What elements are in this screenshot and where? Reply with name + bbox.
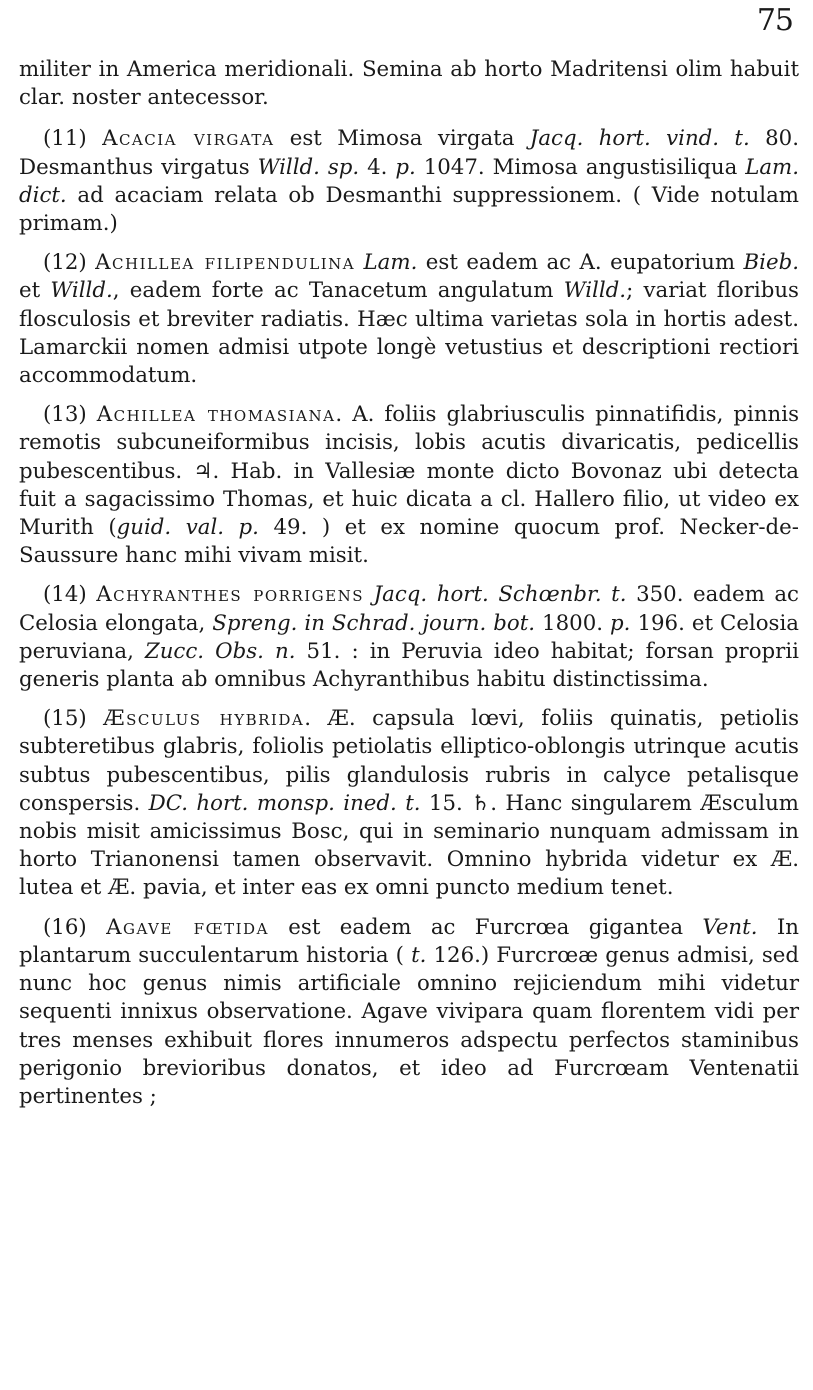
citation: guid. val. p. xyxy=(116,515,259,541)
entry-11 xyxy=(19,125,799,238)
entry-15 xyxy=(19,705,799,902)
citation: Lam. xyxy=(363,250,418,276)
entry-name: Acacia virgata xyxy=(102,126,275,152)
entry-name: Æsculus hybrida xyxy=(103,706,305,732)
entry-text: est Mimosa virgata xyxy=(274,126,530,152)
entry-number: (12) xyxy=(43,250,87,276)
text-body xyxy=(19,56,799,1122)
citation: p. xyxy=(395,154,416,180)
citation: t. xyxy=(411,942,427,968)
entry-text: , eadem forte ac Tanacetum angulatum xyxy=(112,278,564,304)
entry-14 xyxy=(19,581,799,694)
citation: Jacq. hort. vind. t. xyxy=(529,126,750,152)
citation: Willd. xyxy=(50,278,113,304)
entry-text: 196. et Celosia peruviana, xyxy=(19,610,799,664)
entry-text: 350. eadem ac Celosia elongata, xyxy=(19,582,799,636)
entry-text xyxy=(364,582,374,607)
entry-13 xyxy=(19,401,799,570)
entry-text: et xyxy=(19,278,51,304)
citation: Vent. xyxy=(702,914,758,940)
entry-number: (16) xyxy=(43,914,87,940)
citation: Willd. sp. xyxy=(257,154,360,180)
entry-name: Achyranthes porrigens xyxy=(96,582,365,608)
entry-text: 80. Desmanthus virgatus xyxy=(19,126,799,180)
entry-text: ad acaciam relata ob Desmanthi suppressionem. ( Vide notulam primam.) xyxy=(19,182,799,237)
entry-number: (11) xyxy=(43,126,87,152)
citation: DC. hort. monsp. ined. t. xyxy=(148,790,421,816)
entry-text: In plantarum succulentarum historia ( xyxy=(19,914,799,968)
entry-text xyxy=(355,250,363,275)
entry-text: 49. ) et ex nomine quocum prof. Necker-de-Saussure hanc mihi vivam misit. xyxy=(19,515,799,569)
page-number: 75 xyxy=(756,3,793,38)
citation: Jacq. hort. Schœnbr. t. xyxy=(373,582,627,608)
citation: Bieb. xyxy=(743,250,799,276)
entry-number: (14) xyxy=(43,582,87,608)
entry-text: est eadem ac Furcrœa gigantea xyxy=(268,914,703,940)
entry-name: Agave fœtida xyxy=(106,914,269,940)
entry-number: (15) xyxy=(43,706,87,732)
citation: Spreng. in Schrad. journ. bot. xyxy=(212,610,536,636)
citation: Zucc. Obs. n. xyxy=(144,638,296,664)
entry-text: . A. foliis glabriusculis pinnatifidis, pinnis remotis subcuneiformibus incisis, lobis acutis divaricatis, pedicellis pubescentibus. ♃. Hab. in Vallesiæ monte dicto Bovonaz ubi detecta fuit a sagacissimo Thomas, et huic dicata a cl. Hallero filio, ut video ex Murith ( xyxy=(19,402,799,541)
entry-text: 1047. Mimosa angustisiliqua xyxy=(415,154,746,180)
entry-16 xyxy=(19,914,799,1111)
entry-text: 15. ♄. Hanc singularem Æsculum nobis misit amicissimus Bosc, qui in seminario nunquam admissam in horto Trianonensi tamen observavit. Omnino hybrida videtur ex Æ. lutea et Æ. pavia, et inter eas ex omni puncto medium tenet. xyxy=(19,790,799,901)
entry-text: 4. xyxy=(359,154,396,180)
entry-text: ; variat floribus flosculosis et breviter radiatis. Hæc ultima varietas sola in hortis adest. Lamarckii nomen admisi utpote longè vetustius et descriptioni rectiori accommodatum. xyxy=(19,278,799,389)
entry-text: 1800. xyxy=(535,610,611,636)
entry-name: Achillea thomasiana xyxy=(96,402,336,428)
entry-text: . Æ. capsula lœvi, foliis quinatis, petiolis subteretibus glabris, foliolis petiolatis elliptico-oblongis utrinque acutis subtus pubescentibus, pilis glandulosis rubris in calyce petalisque conspersis. xyxy=(19,706,799,816)
citation: p. xyxy=(610,610,631,636)
entry-text: est eadem ac A. eupatorium xyxy=(417,250,744,276)
intro-paragraph: militer in America meridionali. Semina ab horto Madritensi olim habuit clar. noster antecessor. xyxy=(19,57,799,111)
entry-name: Achillea filipendulina xyxy=(95,250,356,276)
citation: Lam. dict. xyxy=(19,154,800,208)
entry-text: 126.) Furcrœæ genus admisi, sed nunc hoc genus nimis artificiale omnino rejiciendum mihi videtur sequenti innixus observatione. Agave vivipara quam florentem vidi per tres menses exhibuit flores innumeros adspectu perfectos staminibus perigonio brevioribus donatos, et ideo ad Furcrœam Ventenatii pertinentes ; xyxy=(19,942,799,1109)
entry-text: 51. : in Peruvia ideo habitat; forsan proprii generis planta ab omnibus Achyranthibus habitu distinctissima. xyxy=(19,638,799,693)
citation: Willd. xyxy=(563,278,627,304)
entry-12 xyxy=(19,249,799,390)
entry-number: (13) xyxy=(43,402,87,428)
